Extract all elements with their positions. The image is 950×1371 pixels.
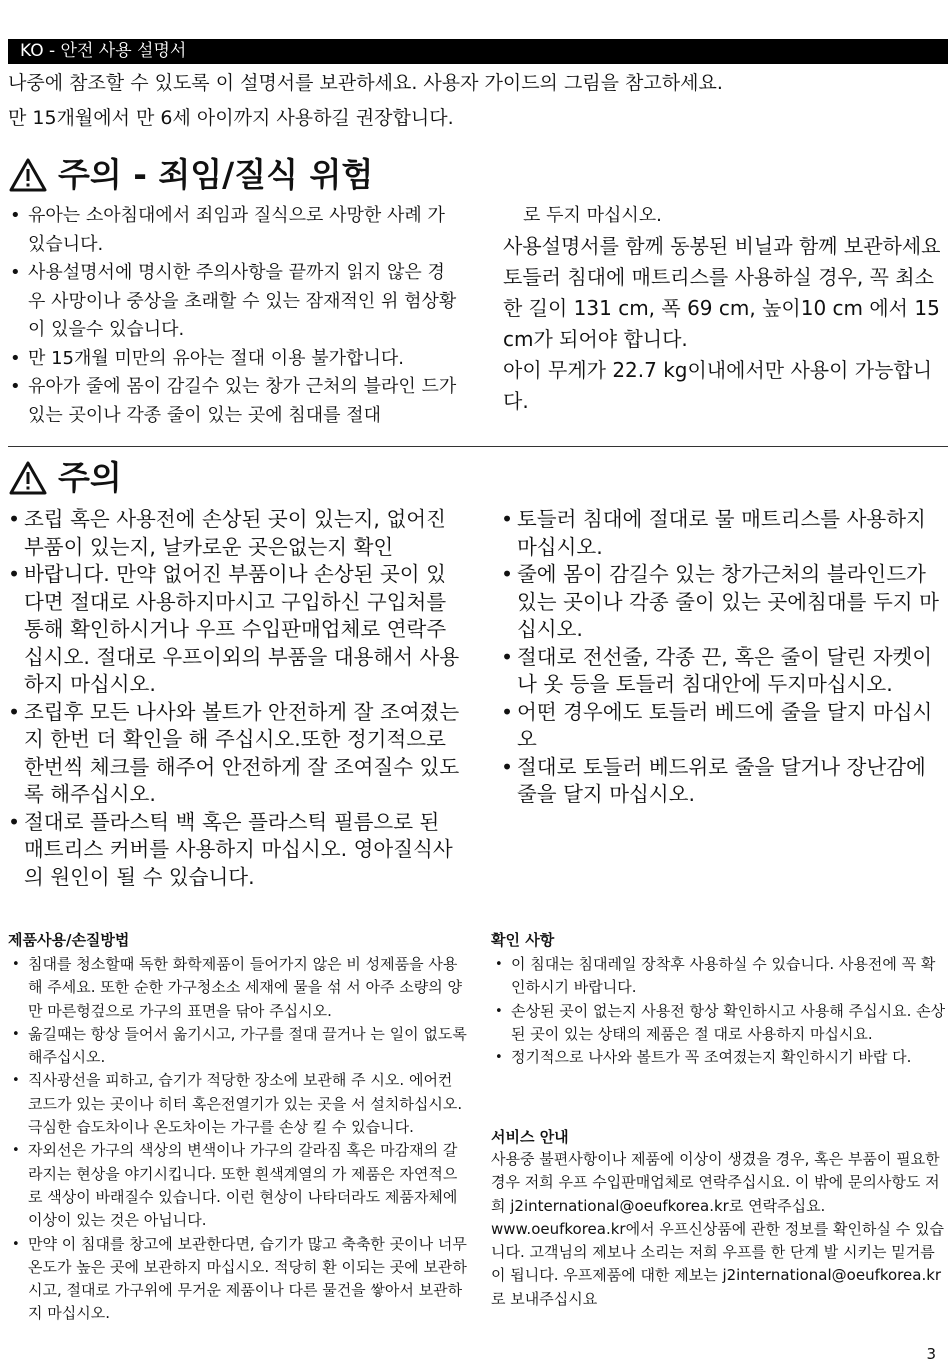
list-item: • 정기적으로 나사와 볼트가 꼭 조여졌는지 확인하시기 바랍 다. (491, 1046, 948, 1069)
intro-line-2: 만 15개월에서 만 6세 아이까지 사용하길 권장합니다. (8, 107, 454, 129)
paragraph: 토들러 침대에 매트리스를 사용하실 경우, 꼭 최소한 길이 131 cm, 폭 69 cm, 높이10 cm 에서 15 cm가 되어야 합니다. (503, 264, 940, 351)
list-item: • 자외선은 가구의 색상의 변색이나 가구의 갈라짐 혹은 마감재의 갈라지는 현상을 야기시킵니다. 또한 흰색계열의 가 제품은 자연적으로 색상이 바래질수 있습니다. 이런 현상이 나타더라도 제품자체에 이상이 있는 것은 아닙니다. (8, 1139, 468, 1232)
list-item: • 사용설명서에 명시한 주의사항을 끝까지 읽지 않은 경우 사망이나 중상을 초래할 수 있는 잠재적인 위 험상황이 있을수 있습니다. (10, 259, 460, 345)
paragraph: www.oeufkorea.kr에서 우프신상품에 관한 정보를 확인하실 수 있습니다. 고객님의 제보나 소리는 저희 우프를 한 단계 발 시키는 밑거름이 됩니다. 우프제품에 대한 제보는 j2international@oeufkorea.kr로 보내주십시요 (491, 1219, 945, 1308)
list-item: • 이 침대는 침대레일 장착후 사용하실 수 있습니다. 사용전에 꼭 확인하시기 바랍니다. (491, 953, 948, 1000)
section-divider (8, 446, 948, 447)
list-item: • 직사광선을 피하고, 습기가 적당한 장소에 보관해 주 시오. 에어컨 코드가 있는 곳이나 히터 혹은전열기가 있는 곳을 서 설치하십시오. 극심한 습도차이나 온도차이는 가구를 손상 킬 수 있습니다. (8, 1069, 468, 1139)
list-item: • 절대로 토들러 베드위로 줄을 달거나 장난감에 줄을 달지 마십시오. (501, 754, 948, 809)
list-item: • 절대로 전선줄, 각종 끈, 혹은 줄이 달린 자켓이나 옷 등을 토들러 침대안에 두지마십시오. (501, 644, 948, 699)
list-item: • 침대를 청소할때 독한 화학제품이 들어가지 않은 비 성제품을 사용해 주세요. 또한 순한 가구청소소 세재에 물을 섞 서 아주 소량의 양만 마른헝겊으로 가구의 표면을 닦아 주십시오. (8, 953, 468, 1023)
paragraph: 사용설명서를 함께 동봉된 비닐과 함께 보관하세요 (503, 233, 941, 258)
list-item: • 만약 이 침대를 창고에 보관한다면, 습기가 많고 축축한 곳이나 너무 온도가 높은 곳에 보관하지 마십시오. 적당히 환 이되는 곳에 보관하시고, 절대로 가구위에 무거운 제품이나 다른 물건을 쌓아서 보관하지 마십시오. (8, 1233, 468, 1326)
warning-suffocation-right (503, 202, 948, 417)
warning-suffocation-left (10, 202, 460, 430)
warning-caution-right (501, 506, 948, 809)
list-item: • 유아가 줄에 몸이 감길수 있는 창가 근처의 블라인 드가 있는 곳이나 각종 줄이 있는 곳에 침대를 절대 (10, 373, 460, 430)
warning-suffocation-title-text: 주의 - 죄임/질식 위험 (58, 155, 374, 194)
paragraph: 아이 무게가 22.7 kg이내에서만 사용이 가능합니다. (503, 357, 933, 413)
list-item: • 조립후 모든 나사와 볼트가 안전하게 잘 조여졌는지 한번 더 확인을 해 주십시오.또한 정기적으로 한번씩 체크를 해주어 안전하게 잘 조여질수 있도록 해주십시오. (8, 699, 463, 809)
intro-line-1: 나중에 참조할 수 있도록 이 설명서를 보관하세요. 사용자 가이드의 그림을 참고하세요. (8, 72, 723, 94)
list-item: • 옮길때는 항상 들어서 옮기시고, 가구를 절대 끌거나 는 일이 없도록 해주십시오. (8, 1023, 468, 1070)
warning-caution-left (8, 506, 463, 891)
warning-caution-title-text: 주의 (58, 458, 122, 497)
list-item: • 만 15개월 미만의 유아는 절대 이용 불가합니다. (10, 345, 460, 374)
list-item: • 손상된 곳이 없는지 사용전 항상 확인하시고 사용해 주십시요. 손상된 곳이 있는 상태의 제품은 절 대로 사용하지 마십시요. (491, 1000, 948, 1047)
care-title: 제품사용/손질방법 (8, 931, 130, 949)
check-section (491, 929, 948, 1069)
list-item-continuation: 로 두지 마십시오. (523, 205, 662, 226)
paragraph: 사용중 불편사항이나 제품에 이상이 생겼을 경우, 혹은 부품이 필요한 경우 저희 우프 수입판매업체로 연락주십시요. 이 밖에 문의사항도 저희 j2international@oeufkorea.kr로 연락주십요. (491, 1150, 940, 1215)
service-title: 서비스 안내 (491, 1128, 569, 1146)
service-section (491, 1126, 948, 1311)
warning-triangle-icon (8, 460, 48, 496)
list-item: • 토들러 침대에 절대로 물 매트리스를 사용하지 마십시오. (501, 506, 948, 561)
care-section (8, 929, 468, 1326)
warning-suffocation-title (8, 153, 373, 197)
list-item: • 절대로 플라스틱 백 혹은 플라스틱 필름으로 된 매트리스 커버를 사용하지 마십시오. 영아질식사의 원인이 될 수 있습니다. (8, 809, 463, 892)
warning-triangle-icon (8, 157, 48, 193)
list-item: • 바랍니다. 만약 없어진 부품이나 손상된 곳이 있다면 절대로 사용하지마시고 구입하신 구입처를 통해 확인하시거나 우프 수입판매업체로 연락주십시오. 절대로 우프이외의 부품을 대용해서 사용하지 마십시오. (8, 561, 463, 699)
list-item: • 조립 혹은 사용전에 손상된 곳이 있는지, 없어진 부품이 있는지, 날카로운 곳은없는지 확인 (8, 506, 463, 561)
check-title: 확인 사항 (491, 931, 555, 949)
list-item: • 어떤 경우에도 토들러 베드에 줄을 달지 마십시오 (501, 699, 948, 754)
warning-caution-title (8, 456, 122, 500)
language-header: KO - 안전 사용 설명서 (8, 39, 948, 64)
list-item: • 유아는 소아침대에서 죄임과 질식으로 사망한 사례 가 있습니다. (10, 202, 460, 259)
list-item: • 줄에 몸이 감길수 있는 창가근처의 블라인드가 있는 곳이나 각종 줄이 있는 곳에침대를 두지 마십시오. (501, 561, 948, 644)
page-number: 3 (926, 1345, 936, 1363)
